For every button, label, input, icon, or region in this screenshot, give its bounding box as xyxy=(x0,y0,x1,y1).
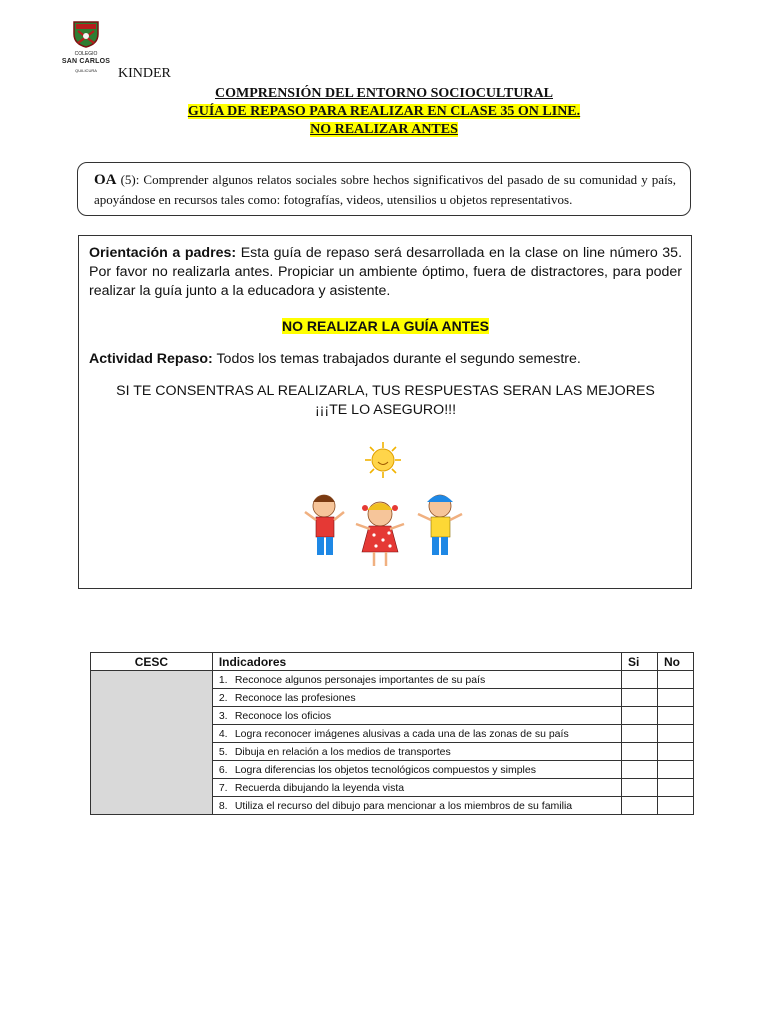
indicator-text: Logra reconocer imágenes alusivas a cada una de las zonas de su país xyxy=(234,727,569,740)
indicator-number: 3. xyxy=(218,709,228,722)
indicator-number: 5. xyxy=(218,745,228,758)
indicator-text: Reconoce los oficios xyxy=(234,709,332,722)
header-no: No xyxy=(658,653,694,671)
indicator-cell xyxy=(212,761,621,779)
child-left-icon xyxy=(305,495,344,555)
no-checkbox-cell[interactable] xyxy=(658,743,694,761)
header-indicators: Indicadores xyxy=(212,653,621,671)
indicator-text: Recuerda dibujando la leyenda vista xyxy=(234,781,405,794)
yes-checkbox-cell[interactable] xyxy=(622,725,658,743)
highlight-notice-text: NO REALIZAR LA GUÍA ANTES xyxy=(282,318,489,334)
review-activity-label: Actividad Repaso: xyxy=(89,351,213,367)
oa-label: OA xyxy=(94,172,117,188)
review-activity-text: Todos los temas trabajados durante el segundo semestre. xyxy=(216,351,581,367)
indicator-number: 7. xyxy=(218,781,228,794)
encouragement xyxy=(89,382,682,420)
yes-checkbox-cell[interactable] xyxy=(622,671,658,689)
header-cesc: CESC xyxy=(91,653,213,671)
encouragement-line-1: SI TE CONSENTRAS AL REALIZARLA, TUS RESPUESTAS SERAN LAS MEJORES xyxy=(116,383,655,399)
table-header-row xyxy=(91,653,694,671)
indicator-text: Logra diferencias los objetos tecnológicos compuestos y simples xyxy=(234,763,536,776)
indicator-number: 1. xyxy=(218,673,228,686)
no-checkbox-cell[interactable] xyxy=(658,725,694,743)
indicator-number: 2. xyxy=(218,691,228,704)
indicator-cell xyxy=(212,707,621,725)
children-sun-illustration xyxy=(290,440,480,570)
no-checkbox-cell[interactable] xyxy=(658,761,694,779)
indicator-text: Reconoce algunos personajes importantes de su país xyxy=(234,673,486,686)
yes-checkbox-cell[interactable] xyxy=(622,761,658,779)
indicator-cell xyxy=(212,743,621,761)
document-title xyxy=(0,86,768,102)
header-yes: Si xyxy=(622,653,658,671)
cesc-cell xyxy=(91,671,213,815)
no-checkbox-cell[interactable] xyxy=(658,671,694,689)
parents-orientation xyxy=(89,244,682,301)
parents-orientation-label: Orientación a padres: xyxy=(89,245,237,261)
yes-checkbox-cell[interactable] xyxy=(622,797,658,815)
indicator-cell xyxy=(212,779,621,797)
logo-line-school-name: SAN CARLOS xyxy=(61,58,111,65)
document-title-text: COMPRENSIÓN DEL ENTORNO SOCIOCULTURAL xyxy=(214,86,553,101)
table-row xyxy=(91,671,694,689)
document-warning-text: NO REALIZAR ANTES xyxy=(310,122,458,137)
indicator-number: 4. xyxy=(218,727,228,740)
no-checkbox-cell[interactable] xyxy=(658,707,694,725)
oa-text: (5): Comprender algunos relatos sociales sobre hechos significativos del pasado de su comunidad y país, apoyándose en recursos tales como: fotografías, videos, utensilios u objetos representativos. xyxy=(94,172,676,207)
no-checkbox-cell[interactable] xyxy=(658,779,694,797)
indicator-text: Dibuja en relación a los medios de transportes xyxy=(234,745,451,758)
indicator-cell xyxy=(212,671,621,689)
indicator-number: 6. xyxy=(218,763,228,776)
indicator-cell xyxy=(212,797,621,815)
learning-objective-box xyxy=(77,162,691,216)
indicator-text: Utiliza el recurso del dibujo para mencionar a los miembros de su familia xyxy=(234,799,573,812)
yes-checkbox-cell[interactable] xyxy=(622,707,658,725)
sun-icon xyxy=(365,442,401,478)
yes-checkbox-cell[interactable] xyxy=(622,743,658,761)
indicator-text: Reconoce las profesiones xyxy=(234,691,356,704)
indicator-cell xyxy=(212,725,621,743)
no-checkbox-cell[interactable] xyxy=(658,689,694,707)
grade-level: KINDER xyxy=(118,66,171,81)
indicators-table xyxy=(90,652,694,815)
logo-line-college: COLEGIO xyxy=(74,51,98,57)
document-subtitle-text: GUÍA DE REPASO PARA REALIZAR EN CLASE 35 ON LINE. xyxy=(187,104,581,119)
child-right-icon xyxy=(418,495,462,555)
indicator-cell xyxy=(212,689,621,707)
review-activity xyxy=(89,351,682,367)
indicator-number: 8. xyxy=(218,799,228,812)
no-checkbox-cell[interactable] xyxy=(658,797,694,815)
parents-orientation-text: Esta guía de repaso será desarrollada en la clase on line número 35. Por favor no realizarla antes. Propiciar un ambiente óptimo, fuera de distractores, para poder realizar la guía junto a la educadora y asistente. xyxy=(89,245,683,299)
highlight-notice xyxy=(89,318,682,334)
yes-checkbox-cell[interactable] xyxy=(622,779,658,797)
document-subtitle xyxy=(0,104,768,120)
logo-line-city: QUILICURA xyxy=(75,68,97,73)
yes-checkbox-cell[interactable] xyxy=(622,689,658,707)
school-logo xyxy=(60,18,112,82)
document-warning xyxy=(0,122,768,138)
child-middle-icon xyxy=(356,502,404,566)
encouragement-line-2: ¡¡¡TE LO ASEGURO!!! xyxy=(314,402,457,418)
school-shield-icon xyxy=(72,20,100,48)
